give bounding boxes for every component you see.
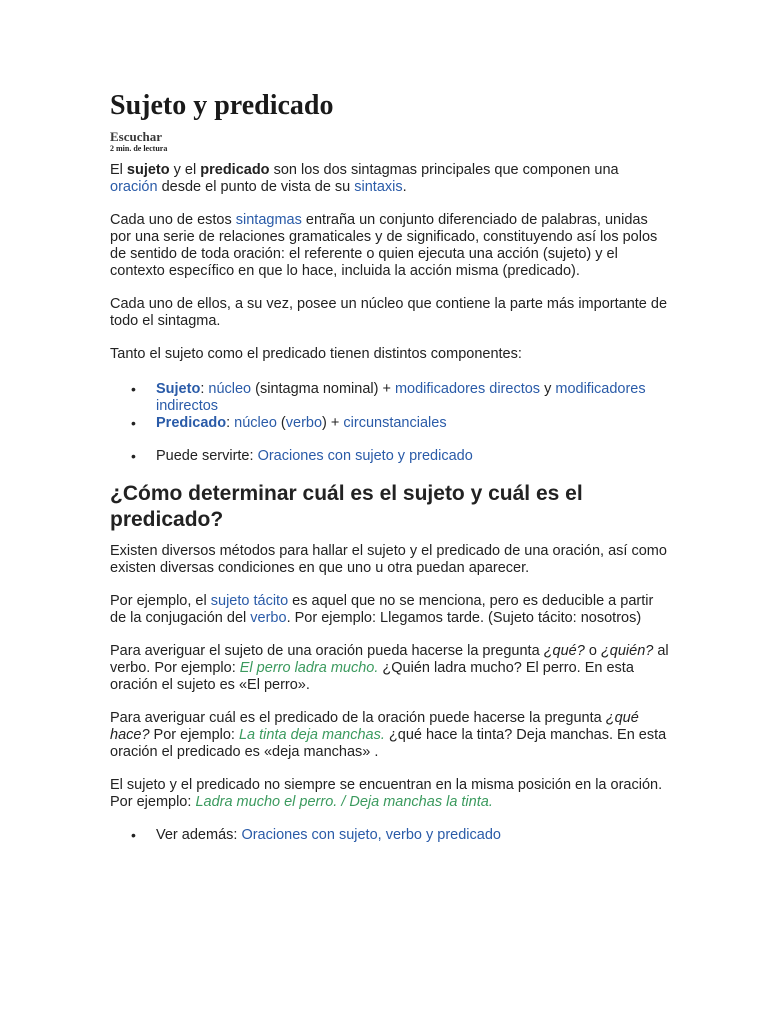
link-modificadores-indirectos[interactable]: modificadores indirectos	[156, 381, 646, 414]
link-oraciones-sujeto-predicado[interactable]: Oraciones con sujeto y predicado	[257, 448, 473, 464]
link-sintagmas[interactable]: sintagmas	[235, 212, 302, 228]
section-heading: ¿Cómo determinar cuál es el sujeto y cuál es el predicado?	[110, 482, 583, 531]
paragraph-averiguar-predicado: Para averiguar cuál es el predicado de la oración puede hacerse la pregunta ¿qué hace? Por ejemplo: La tinta deja manchas. ¿qué hace la tinta? Deja manchas. En esta oración el predicado es «deja manchas» .	[110, 710, 667, 760]
list-item-see-also-2: • Ver además: Oraciones con sujeto, verbo y predicado	[110, 827, 670, 844]
paragraph-componentes: Tanto el sujeto como el predicado tienen distintos componentes:	[110, 346, 522, 362]
see-also-list-2	[110, 827, 670, 844]
example-perro[interactable]: El perro ladra mucho.	[239, 660, 379, 676]
link-oracion[interactable]: oración	[110, 179, 158, 195]
paragraph-posicion: El sujeto y el predicado no siempre se encuentran en la misma posición en la oración. Por ejemplo: Ladra mucho el perro. / Deja manchas la tinta.	[110, 777, 663, 810]
link-nucleo-predicado[interactable]: núcleo	[234, 415, 277, 431]
paragraph-metodos: Existen diversos métodos para hallar el sujeto y el predicado de una oración, así como existen diversas condiciones en que uno u otra puedan aparecer.	[110, 543, 667, 576]
link-verbo-2[interactable]: verbo	[250, 610, 287, 626]
list-item-predicado: • Predicado: núcleo (verbo) + circunstanciales	[110, 415, 670, 432]
label-sujeto: Sujeto	[156, 381, 201, 397]
label-predicado: Predicado	[156, 415, 227, 431]
list-item-see-also-1: • Puede servirte: Oraciones con sujeto y predicado	[110, 448, 670, 465]
link-nucleo-sujeto[interactable]: núcleo	[208, 381, 252, 397]
page-title: Sujeto y predicado	[110, 90, 334, 121]
link-sujeto-tacito[interactable]: sujeto tácito	[210, 593, 289, 609]
term-predicado: predicado	[200, 162, 270, 178]
components-list	[110, 381, 670, 432]
article-body	[110, 88, 670, 844]
paragraph-sintagmas: Cada uno de estos sintagmas entraña un conjunto diferenciado de palabras, unidas por una serie de relaciones gramaticales y de significado, constituyendo así los polos de sentido de toda oración: el referente o quien ejecuta una acción (sujeto) y el contexto específico en que lo hace, incluida la acción misma (predicado).	[110, 212, 658, 279]
example-tinta[interactable]: La tinta deja manchas.	[238, 727, 385, 743]
see-also-list-1	[110, 448, 670, 465]
paragraph-sujeto-tacito: Por ejemplo, el sujeto tácito es aquel que no se menciona, pero es deducible a partir de la conjugación del verbo. Por ejemplo: Llegamos tarde. (Sujeto tácito: nosotros)	[110, 593, 654, 626]
link-verbo[interactable]: verbo	[285, 415, 323, 431]
list-item-sujeto: • Sujeto: núcleo (sintagma nominal) + modificadores directos y modificadores indirectos	[110, 381, 670, 415]
link-modificadores-directos[interactable]: modificadores directos	[394, 381, 541, 397]
paragraph-averiguar-sujeto: Para averiguar el sujeto de una oración pueda hacerse la pregunta ¿qué? o ¿quién? al verbo. Por ejemplo: El perro ladra mucho. ¿Quién ladra mucho? El perro. En esta oración el sujeto es «El perro».	[110, 643, 669, 693]
read-time: 2 min. de lectura	[110, 144, 168, 153]
listen-button[interactable]: Escuchar	[110, 129, 162, 144]
link-circunstanciales[interactable]: circunstanciales	[343, 415, 447, 431]
link-sintaxis[interactable]: sintaxis	[354, 179, 403, 195]
term-sujeto: sujeto	[126, 162, 170, 178]
paragraph-intro: El sujeto y el predicado son los dos sintagmas principales que componen una oración desde el punto de vista de su sintaxis.	[110, 162, 619, 195]
example-posicion[interactable]: Ladra mucho el perro. / Deja manchas la tinta.	[195, 794, 493, 810]
paragraph-nucleo: Cada uno de ellos, a su vez, posee un núcleo que contiene la parte más importante de todo el sintagma.	[110, 296, 668, 329]
link-oraciones-sujeto-verbo-predicado[interactable]: Oraciones con sujeto, verbo y predicado	[241, 827, 501, 843]
